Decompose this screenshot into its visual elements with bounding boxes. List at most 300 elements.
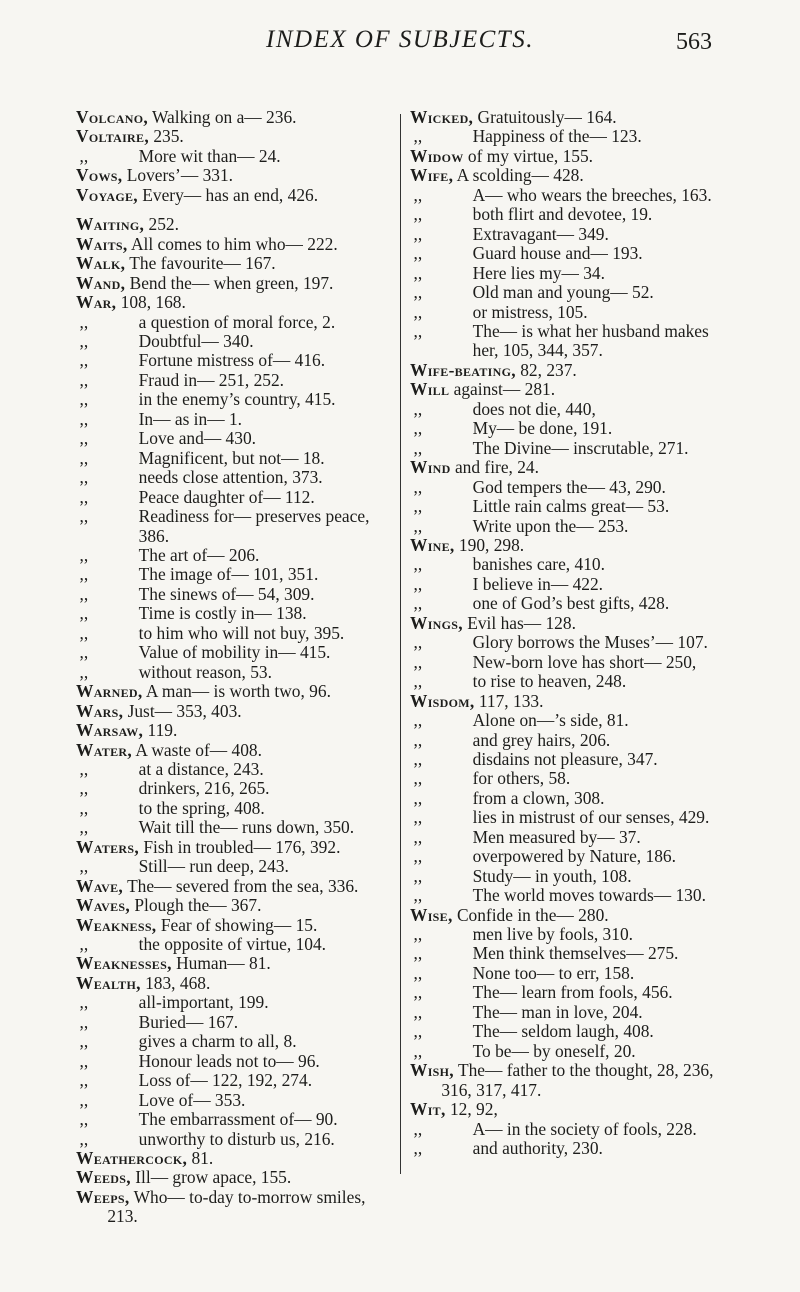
index-subentry: [410, 322, 732, 361]
index-subentry: [76, 935, 398, 954]
index-entry: [410, 906, 732, 925]
index-subentry: [76, 760, 398, 779]
index-entry: [410, 108, 732, 127]
index-subentry: [410, 186, 732, 205]
index-subentry: [76, 410, 398, 429]
index-subentry: [410, 1042, 732, 1061]
index-subentry: [410, 517, 732, 536]
entry-text: and fire, 24.: [450, 457, 539, 478]
entry-keyword: Wit,: [410, 1099, 446, 1120]
ditto-mark: ,,: [79, 389, 89, 410]
index-subentry: [410, 808, 732, 827]
ditto-mark: ,,: [79, 642, 89, 663]
entry-text: 117, 133.: [474, 690, 544, 711]
subentry-text: to the spring, 408.: [138, 797, 265, 818]
index-entry: [410, 1100, 732, 1119]
index-subentry: [410, 1003, 732, 1022]
subentry-text: The— seldom laugh, 408.: [472, 1021, 654, 1042]
subentry-text: Fortune mistress of— 416.: [138, 350, 326, 371]
subentry-text: The— man in love, 204.: [472, 1001, 643, 1022]
index-entry: [76, 108, 398, 127]
entry-keyword: Wave,: [76, 875, 124, 896]
ditto-mark: ,,: [413, 1040, 423, 1061]
entry-keyword: Waiting,: [76, 214, 145, 235]
entry-text: Just— 353, 403.: [123, 700, 242, 721]
subentry-text: Glory borrows the Muses’— 107.: [472, 632, 708, 653]
index-entry: [76, 877, 398, 896]
ditto-mark: ,,: [79, 583, 89, 604]
subentry-text: men live by fools, 310.: [472, 924, 633, 945]
ditto-mark: ,,: [413, 943, 423, 964]
index-column-left: [76, 108, 398, 1227]
entry-keyword: Vows,: [76, 165, 123, 186]
entry-text: Plough the— 367.: [130, 895, 262, 916]
ditto-mark: ,,: [79, 564, 89, 585]
index-subentry: [410, 867, 732, 886]
ditto-mark: ,,: [413, 710, 423, 731]
entry-keyword: Wine,: [410, 534, 455, 555]
entry-text: Human— 81.: [171, 953, 271, 974]
ditto-mark: ,,: [79, 311, 89, 332]
entry-keyword: Will: [410, 379, 450, 400]
entry-keyword: Warsaw,: [76, 720, 144, 741]
index-entry: [76, 838, 398, 857]
ditto-mark: ,,: [79, 1050, 89, 1071]
subentry-text: or mistress, 105.: [472, 301, 588, 322]
ditto-mark: ,,: [79, 544, 89, 565]
index-subentry: [410, 1022, 732, 1041]
subentry-text: Men measured by— 37.: [472, 826, 641, 847]
subentry-text: both flirt and devotee, 19.: [472, 204, 653, 225]
entry-keyword: Wind: [410, 457, 451, 478]
ditto-mark: ,,: [413, 846, 423, 867]
entry-keyword: Weaknesses,: [76, 953, 172, 974]
subentry-text: More wit than— 24.: [138, 145, 281, 166]
index-entry: [76, 166, 398, 185]
index-entry: [410, 458, 732, 477]
index-subentry: [76, 1110, 398, 1129]
index-subentry: [76, 565, 398, 584]
subentry-text: The Divine— inscrutable, 271.: [472, 437, 689, 458]
index-subentry: [76, 468, 398, 487]
index-subentry: [76, 488, 398, 507]
index-subentry: [76, 1130, 398, 1149]
ditto-mark: ,,: [413, 787, 423, 808]
subentry-text: needs close attention, 373.: [138, 467, 323, 488]
ditto-mark: ,,: [79, 447, 89, 468]
index-entry: [410, 361, 732, 380]
ditto-mark: ,,: [413, 632, 423, 653]
index-subentry: [76, 663, 398, 682]
index-column-right: [410, 108, 732, 1158]
subentry-text: New-born love has short— 250,: [472, 651, 697, 672]
ditto-mark: ,,: [413, 1138, 423, 1159]
index-subentry: [76, 643, 398, 662]
ditto-mark: ,,: [413, 437, 423, 458]
index-subentry: [410, 750, 732, 769]
subentry-text: Loss of— 122, 192, 274.: [138, 1070, 313, 1091]
index-entry: [76, 916, 398, 935]
index-subentry: [76, 449, 398, 468]
entry-text: 81.: [187, 1148, 214, 1169]
ditto-mark: ,,: [413, 320, 423, 341]
subentry-text: Extravagant— 349.: [472, 223, 609, 244]
index-entry: [76, 682, 398, 701]
ditto-mark: ,,: [79, 369, 89, 390]
index-subentry: [76, 585, 398, 604]
subentry-text: Love and— 430.: [138, 428, 256, 449]
subentry-text: A— in the society of fools, 228.: [472, 1118, 697, 1139]
entry-text: The— father to the thought, 28, 236, 316, 317, 417.: [441, 1060, 714, 1100]
ditto-mark: ,,: [413, 651, 423, 672]
ditto-mark: ,,: [79, 603, 89, 624]
entry-keyword: Weeps,: [76, 1186, 130, 1207]
entry-keyword: Wings,: [410, 612, 463, 633]
index-subentry: [76, 779, 398, 798]
entry-keyword: Warned,: [76, 681, 143, 702]
entry-text: All comes to him who— 222.: [127, 233, 338, 254]
subentry-text: The sinews of— 54, 309.: [138, 583, 315, 604]
entry-text: The— severed from the sea, 336.: [123, 875, 359, 896]
subentry-text: banishes care, 410.: [472, 554, 605, 575]
ditto-mark: ,,: [79, 934, 89, 955]
ditto-mark: ,,: [413, 885, 423, 906]
ditto-mark: ,,: [413, 729, 423, 750]
index-subentry: [410, 847, 732, 866]
ditto-mark: ,,: [413, 1021, 423, 1042]
subentry-text: to him who will not buy, 395.: [138, 622, 345, 643]
ditto-mark: ,,: [79, 1031, 89, 1052]
subentry-text: Fraud in— 251, 252.: [138, 369, 285, 390]
index-subentry: [410, 439, 732, 458]
subentry-text: Value of mobility in— 415.: [138, 642, 331, 663]
entry-keyword: Walk,: [76, 253, 126, 274]
entry-keyword: War,: [76, 292, 117, 313]
subentry-text: Readiness for— preserves peace, 386.: [138, 506, 370, 546]
entry-text: 82, 237.: [515, 359, 577, 380]
entry-keyword: Water,: [76, 739, 132, 760]
index-entry: [76, 235, 398, 254]
ditto-mark: ,,: [79, 797, 89, 818]
subentry-text: and authority, 230.: [472, 1138, 603, 1159]
index-subentry: [76, 993, 398, 1012]
index-subentry: [410, 769, 732, 788]
ditto-mark: ,,: [413, 1118, 423, 1139]
ditto-mark: ,,: [413, 554, 423, 575]
index-subentry: [76, 351, 398, 370]
subentry-text: gives a charm to all, 8.: [138, 1031, 297, 1052]
subentry-text: My— be done, 191.: [472, 418, 613, 439]
index-subentry: [76, 390, 398, 409]
subentry-text: The art of— 206.: [138, 544, 260, 565]
entry-keyword: Wife,: [410, 165, 454, 186]
ditto-mark: ,,: [413, 243, 423, 264]
index-subentry: [410, 205, 732, 224]
index-subentry: [76, 604, 398, 623]
ditto-mark: ,,: [413, 962, 423, 983]
index-entry: [410, 614, 732, 633]
index-subentry: [76, 429, 398, 448]
index-entry: [76, 186, 398, 205]
subentry-text: unworthy to disturb us, 216.: [138, 1128, 335, 1149]
index-subentry: [76, 313, 398, 332]
subentry-text: To be— by oneself, 20.: [472, 1040, 636, 1061]
index-entry: [76, 954, 398, 973]
entry-keyword: Voltaire,: [76, 126, 149, 147]
index-entry: [76, 127, 398, 146]
index-entry: [76, 254, 398, 273]
index-entry: [76, 896, 398, 915]
entry-text: 252.: [144, 214, 179, 235]
entry-keyword: Wisdom,: [410, 690, 475, 711]
subentry-text: a question of moral force, 2.: [138, 311, 336, 332]
ditto-mark: ,,: [79, 350, 89, 371]
subentry-text: for others, 58.: [472, 768, 571, 789]
index-subentry: [410, 127, 732, 146]
index-subentry: [410, 419, 732, 438]
subentry-text: Time is costly in— 138.: [138, 603, 307, 624]
subentry-text: and grey hairs, 206.: [472, 729, 611, 750]
subentry-text: Guard house and— 193.: [472, 243, 643, 264]
index-subentry: [410, 478, 732, 497]
page-number: 563: [676, 29, 712, 55]
index-subentry: [410, 944, 732, 963]
column-divider: [400, 114, 401, 1174]
index-subentry: [410, 283, 732, 302]
ditto-mark: ,,: [413, 496, 423, 517]
ditto-mark: ,,: [79, 1128, 89, 1149]
index-subentry: [410, 672, 732, 691]
subentry-text: overpowered by Nature, 186.: [472, 846, 676, 867]
index-entry: [76, 721, 398, 740]
entry-text: against— 281.: [449, 379, 556, 400]
entry-keyword: Wise,: [410, 904, 453, 925]
index-subentry: [76, 818, 398, 837]
subentry-text: Men think themselves— 275.: [472, 943, 679, 964]
index-subentry: [76, 624, 398, 643]
ditto-mark: ,,: [79, 992, 89, 1013]
ditto-mark: ,,: [79, 758, 89, 779]
index-subentry: [76, 799, 398, 818]
index-entry: [410, 692, 732, 711]
entry-keyword: Wand,: [76, 272, 126, 293]
index-subentry: [76, 1091, 398, 1110]
entry-text: The favourite— 167.: [125, 253, 276, 274]
ditto-mark: ,,: [79, 408, 89, 429]
subentry-text: Doubtful— 340.: [138, 330, 254, 351]
subentry-text: Alone on—’s side, 81.: [472, 710, 629, 731]
subentry-text: Magnificent, but not— 18.: [138, 447, 325, 468]
subentry-text: Old man and young— 52.: [472, 282, 654, 303]
ditto-mark: ,,: [413, 826, 423, 847]
subentry-text: The— is what her husband makes her, 105, 344, 357.: [472, 320, 709, 361]
entry-keyword: Wealth,: [76, 972, 141, 993]
ditto-mark: ,,: [413, 184, 423, 205]
subentry-text: The— learn from fools, 456.: [472, 982, 673, 1003]
entry-text: 108, 168.: [116, 292, 186, 313]
subentry-text: to rise to heaven, 248.: [472, 671, 627, 692]
subentry-text: Wait till the— runs down, 350.: [138, 817, 355, 838]
entry-keyword: Wish,: [410, 1060, 454, 1081]
entry-keyword: Wife-beating,: [410, 359, 516, 380]
index-entry: [76, 1188, 398, 1227]
entry-text: Ill— grow apace, 155.: [130, 1167, 292, 1188]
subentry-text: Happiness of the— 123.: [472, 126, 642, 147]
entry-keyword: Waters,: [76, 836, 139, 857]
entry-keyword: Voyage,: [76, 184, 138, 205]
index-subentry: [410, 925, 732, 944]
subentry-text: in the enemy’s country, 415.: [138, 389, 336, 410]
index-subentry: [410, 731, 732, 750]
ditto-mark: ,,: [79, 467, 89, 488]
page-title: INDEX OF SUBJECTS.: [266, 26, 534, 53]
ditto-mark: ,,: [413, 768, 423, 789]
entry-text: Who— to-day to-morrow smiles, 213.: [107, 1186, 366, 1227]
index-entry: [76, 215, 398, 234]
ditto-mark: ,,: [413, 262, 423, 283]
subentry-text: without reason, 53.: [138, 661, 272, 682]
subentry-text: In— as in— 1.: [138, 408, 242, 429]
subentry-text: God tempers the— 43, 290.: [472, 476, 666, 497]
ditto-mark: ,,: [413, 865, 423, 886]
entry-text: 235.: [148, 126, 184, 147]
ditto-mark: ,,: [79, 428, 89, 449]
index-subentry: [410, 828, 732, 847]
ditto-mark: ,,: [413, 573, 423, 594]
ditto-mark: ,,: [413, 515, 423, 536]
index-subentry: [410, 225, 732, 244]
ditto-mark: ,,: [79, 506, 89, 527]
ditto-mark: ,,: [413, 282, 423, 303]
entry-keyword: Wicked,: [410, 107, 474, 127]
entry-text: Evil has— 128.: [462, 612, 576, 633]
ditto-mark: ,,: [413, 924, 423, 945]
entry-keyword: Waits,: [76, 233, 128, 254]
subentry-text: does not die, 440,: [472, 398, 596, 419]
entry-keyword: Volcano,: [76, 107, 148, 127]
entry-text: Fear of showing— 15.: [156, 914, 318, 935]
subentry-text: Honour leads not to— 96.: [138, 1050, 320, 1071]
subentry-text: lies in mistrust of our senses, 429.: [472, 807, 710, 828]
ditto-mark: ,,: [413, 476, 423, 497]
entry-text: Confide in the— 280.: [452, 904, 609, 925]
subentry-text: The image of— 101, 351.: [138, 564, 319, 585]
index-subentry: [76, 1052, 398, 1071]
entry-text: 183, 468.: [140, 972, 211, 993]
entry-keyword: Wars,: [76, 700, 124, 721]
entry-keyword: Weathercock,: [76, 1148, 188, 1169]
ditto-mark: ,,: [79, 622, 89, 643]
ditto-mark: ,,: [79, 817, 89, 838]
subentry-text: Love of— 353.: [138, 1089, 246, 1110]
subentry-text: A— who wears the breeches, 163.: [472, 184, 712, 205]
ditto-mark: ,,: [79, 145, 89, 166]
subentry-text: The world moves towards— 130.: [472, 885, 706, 906]
entry-text: Lovers’— 331.: [122, 165, 234, 186]
ditto-mark: ,,: [413, 1001, 423, 1022]
index-entry: [410, 536, 732, 555]
index-subentry: [76, 857, 398, 876]
ditto-mark: ,,: [79, 486, 89, 507]
subentry-text: Write upon the— 253.: [472, 515, 629, 536]
ditto-mark: ,,: [413, 671, 423, 692]
index-entry: [410, 1061, 732, 1100]
subentry-text: from a clown, 308.: [472, 787, 605, 808]
index-subentry: [410, 711, 732, 730]
subentry-text: None too— to err, 158.: [472, 962, 635, 983]
index-subentry: [410, 633, 732, 652]
entry-text: Bend the— when green, 197.: [125, 272, 334, 293]
running-header: [0, 26, 800, 66]
entry-keyword: Weeds,: [76, 1167, 131, 1188]
entry-keyword: Waves,: [76, 895, 131, 916]
entry-text: Fish in troubled— 176, 392.: [138, 836, 341, 857]
ditto-mark: ,,: [79, 661, 89, 682]
ditto-mark: ,,: [413, 223, 423, 244]
index-subentry: [410, 1139, 732, 1158]
entry-text: A scolding— 428.: [453, 165, 584, 186]
ditto-mark: ,,: [413, 301, 423, 322]
index-subentry: [410, 964, 732, 983]
index-subentry: [410, 1120, 732, 1139]
index-entry: [410, 166, 732, 185]
ditto-mark: ,,: [413, 204, 423, 225]
subentry-text: Here lies my— 34.: [472, 262, 605, 283]
ditto-mark: ,,: [79, 856, 89, 877]
index-subentry: [410, 555, 732, 574]
subentry-text: the opposite of virtue, 104.: [138, 934, 327, 955]
ditto-mark: ,,: [79, 1109, 89, 1130]
entry-text: 190, 298.: [454, 534, 525, 555]
ditto-mark: ,,: [79, 778, 89, 799]
index-subentry: [76, 1013, 398, 1032]
subentry-text: one of God’s best gifts, 428.: [472, 593, 670, 614]
subentry-text: Peace daughter of— 112.: [138, 486, 315, 507]
index-subentry: [76, 332, 398, 351]
ditto-mark: ,,: [413, 418, 423, 439]
subentry-text: disdains not pleasure, 347.: [472, 748, 658, 769]
ditto-mark: ,,: [79, 1070, 89, 1091]
subentry-text: drinkers, 216, 265.: [138, 778, 270, 799]
index-entry: [410, 380, 732, 399]
entry-text: A man— is worth two, 96.: [142, 681, 331, 702]
ditto-mark: ,,: [413, 982, 423, 1003]
index-subentry: [410, 303, 732, 322]
entry-text: A waste of— 408.: [132, 739, 262, 760]
ditto-mark: ,,: [413, 593, 423, 614]
ditto-mark: ,,: [79, 1011, 89, 1032]
index-entry: [76, 1168, 398, 1187]
index-subentry: [410, 886, 732, 905]
ditto-mark: ,,: [413, 748, 423, 769]
index-entry: [76, 274, 398, 293]
index-subentry: [410, 264, 732, 283]
subentry-text: Still— run deep, 243.: [138, 856, 289, 877]
subentry-text: at a distance, 243.: [138, 758, 264, 779]
ditto-mark: ,,: [413, 807, 423, 828]
index-subentry: [410, 594, 732, 613]
ditto-mark: ,,: [413, 126, 423, 147]
entry-keyword: Widow: [410, 145, 464, 166]
entry-text: Every— has an end, 426.: [137, 184, 319, 205]
subentry-text: all-important, 199.: [138, 992, 269, 1013]
index-subentry: [76, 371, 398, 390]
index-entry: [76, 741, 398, 760]
index-entry: [76, 974, 398, 993]
index-subentry: [76, 147, 398, 166]
entry-text: 12, 92,: [445, 1099, 498, 1120]
index-subentry: [76, 507, 398, 546]
